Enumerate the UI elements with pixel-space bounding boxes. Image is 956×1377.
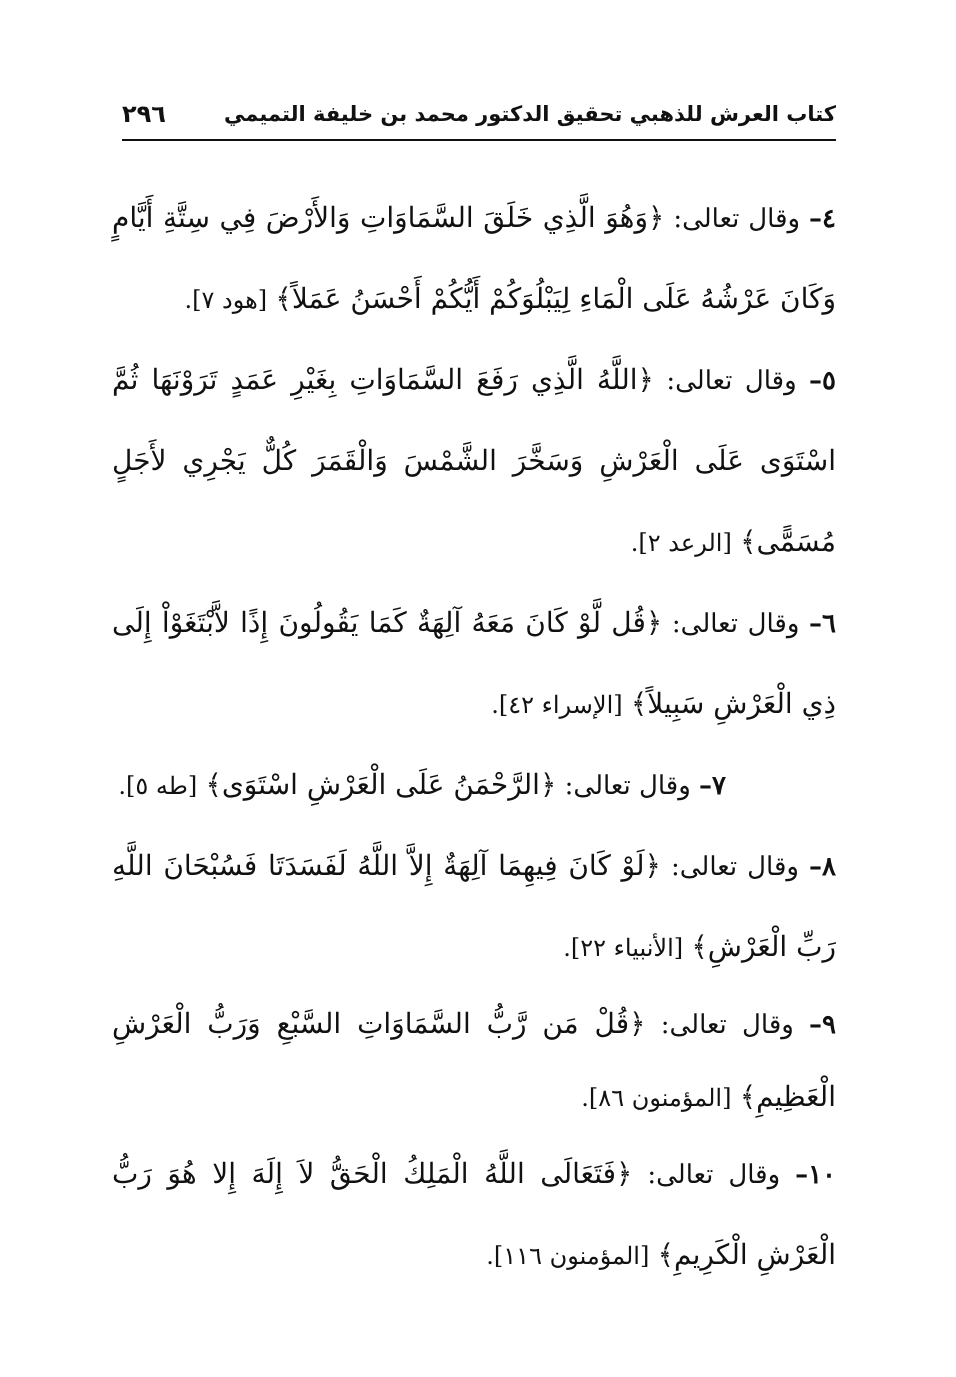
verse-item-8 (112, 826, 836, 988)
verse-item-5 (112, 340, 836, 583)
quran-verse: ﴿الرَّحْمَنُ عَلَى الْعَرْشِ اسْتَوَى﴾ (205, 768, 557, 801)
item-intro: وقال تعالى: (671, 852, 799, 882)
quran-verse: ﴿اللَّهُ الَّذِي رَفَعَ السَّمَاوَاتِ بِغَيْرِ عَمَدٍ تَرَوْنَهَا ثُمَّ اسْتَوَى عَلَى الْعَرْشِ وَسَخَّرَ الشَّمْسَ وَالْقَمَرَ كُلٌّ يَجْرِي لأَجَلٍ مُسَمًّى﴾ (112, 363, 836, 558)
item-intro: وقال تعالى: (647, 1160, 781, 1190)
verse-reference: [الأنبياء ٢٢]. (563, 934, 684, 962)
verse-item-9 (112, 988, 836, 1134)
header-divider (122, 139, 836, 141)
item-number: ٧– (699, 771, 726, 801)
page-body (112, 178, 836, 1296)
quran-verse: ﴿فَتَعَالَى اللَّهُ الْمَلِكُ الْحَقُّ لاَ إِلَهَ إِلا هُوَ رَبُّ الْعَرْشِ الْكَرِيمِ﴾ (112, 1157, 836, 1271)
item-number: ٤– (809, 204, 836, 234)
quran-verse: ﴿لَوْ كَانَ فِيهِمَا آلِهَةٌ إِلاَّ اللَّهُ لَفَسَدَتَا فَسُبْحَانَ اللَّهِ رَبِّ الْعَرْشِ﴾ (112, 849, 836, 963)
quran-verse: ﴿قُلْ مَن رَّبُّ السَّمَاوَاتِ السَّبْعِ وَرَبُّ الْعَرْشِ الْعَظِيمِ﴾ (112, 1007, 836, 1113)
page-number: ٢٩٦ (122, 100, 166, 128)
running-title: كتاب العرش للذهبي تحقيق الدكتور محمد بن خليفة التميمي (224, 102, 836, 126)
verse-reference: [طه ٥]. (118, 772, 198, 800)
verse-reference: [المؤمنون ١١٦]. (486, 1242, 650, 1270)
item-number: ٥– (809, 366, 837, 396)
item-number: ١٠– (795, 1160, 836, 1190)
verse-reference: [المؤمنون ٨٦]. (581, 1084, 732, 1112)
verse-reference: [الرعد ٢]. (630, 529, 732, 557)
item-intro: وقال تعالى: (671, 609, 800, 639)
quran-verse: ﴿قُل لَّوْ كَانَ مَعَهُ آلِهَةٌ كَمَا يَقُولُونَ إِذًا لاَّبْتَغَوْاْ إِلَى ذِي الْعَرْشِ سَبِيلاً﴾ (112, 606, 836, 720)
quran-verse: ﴿وَهُوَ الَّذِي خَلَقَ السَّمَاوَاتِ وَالأَرْضَ فِي سِتَّةِ أَيَّامٍ وَكَانَ عَرْشُهُ عَلَى الْمَاءِ لِيَبْلُوَكُمْ أَيُّكُمْ أَحْسَنُ عَمَلاً﴾ (112, 201, 836, 315)
item-number: ٨– (809, 852, 837, 882)
item-number: ٩– (809, 1010, 837, 1040)
verse-reference: [هود ٧]. (184, 286, 268, 314)
item-intro: وقال تعالى: (673, 204, 801, 234)
page-header (122, 96, 836, 138)
verse-reference: [الإسراء ٤٢]. (491, 691, 623, 719)
verse-item-10 (112, 1134, 836, 1296)
item-number: ٦– (809, 609, 837, 639)
item-intro: وقال تعالى: (660, 1010, 794, 1040)
verse-item-6 (112, 583, 836, 745)
item-intro: وقال تعالى: (666, 366, 797, 396)
item-intro: وقال تعالى: (564, 771, 691, 801)
verse-item-7 (112, 745, 836, 826)
verse-item-4 (112, 178, 836, 340)
